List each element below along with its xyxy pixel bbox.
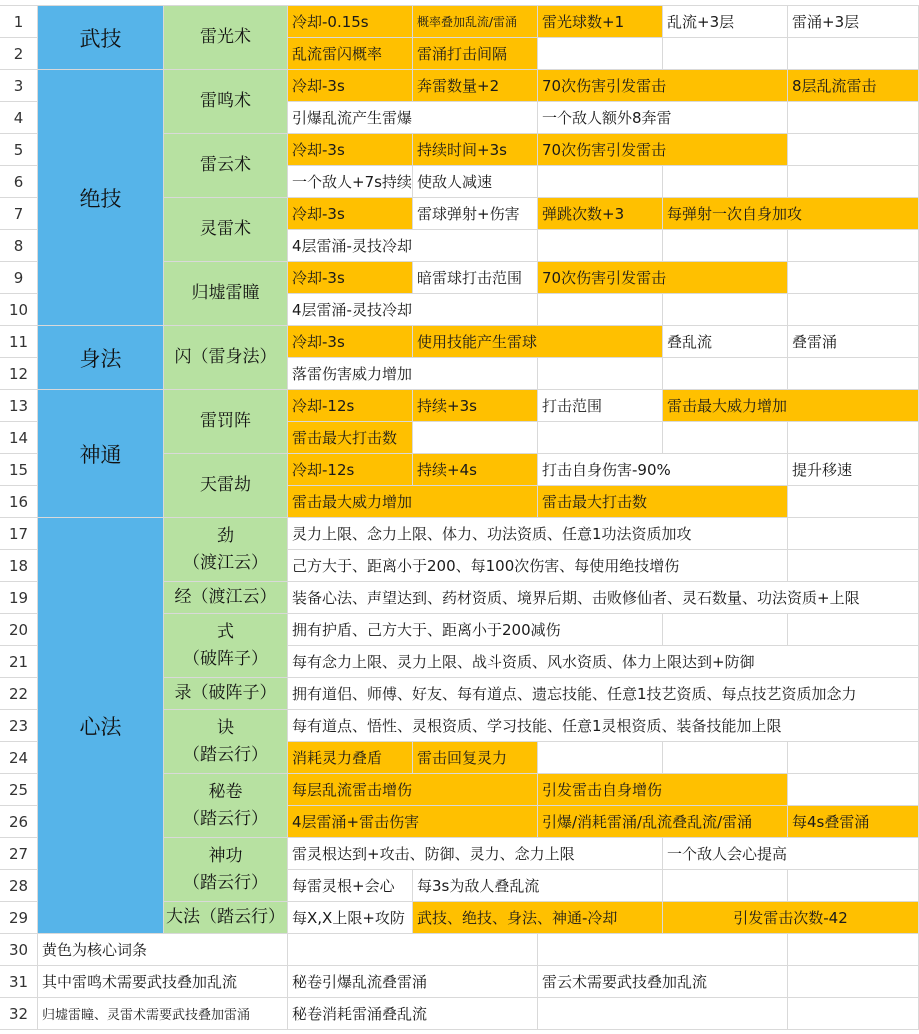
empty-cell-r6c4[interactable] xyxy=(663,166,788,198)
empty-cell-r14c3[interactable] xyxy=(538,422,663,454)
cell-r23c1[interactable]: 每有道点、悟性、灵根资质、学习技能、任意1灵根资质、装备技能加上限 xyxy=(288,710,919,742)
empty-cell-r32c3[interactable] xyxy=(538,998,788,1030)
empty-cell-r18c5[interactable] xyxy=(788,550,919,582)
row-number-20: 20 xyxy=(0,614,38,646)
skill-jin-line-1: 劲 xyxy=(217,525,234,546)
cell-r1c3[interactable]: 雷光球数+1 xyxy=(538,6,663,38)
category-jueji[interactable]: 绝技 xyxy=(38,70,164,326)
skill-shan[interactable] xyxy=(164,326,288,390)
skill-leifa[interactable] xyxy=(164,390,288,454)
note-mijuan-consume[interactable]: 秘卷消耗雷涌叠乱流 xyxy=(288,998,538,1030)
row-number-21: 21 xyxy=(0,646,38,678)
row-number-26: 26 xyxy=(0,806,38,838)
row-number-2: 2 xyxy=(0,38,38,70)
note-guixu-linglei-requirement[interactable]: 归墟雷瞳、灵雷术需要武技叠加雷涌 xyxy=(38,998,288,1030)
row-number-30: 30 xyxy=(0,934,38,966)
cell-r19c1[interactable]: 装备心法、声望达到、药材资质、境界后期、击败修仙者、灵石数量、功法资质+上限 xyxy=(288,582,919,614)
row-number-14: 14 xyxy=(0,422,38,454)
empty-cell-r14c2[interactable] xyxy=(413,422,538,454)
cell-r11c5[interactable]: 叠雷涌 xyxy=(788,326,919,358)
cell-r24c2[interactable]: 雷击回复灵力 xyxy=(413,742,538,774)
skill-tianlei-line-1: 天雷劫 xyxy=(200,475,251,495)
empty-cell-r10c4[interactable] xyxy=(663,294,788,326)
row-number-4: 4 xyxy=(0,102,38,134)
empty-cell-r30c5[interactable] xyxy=(788,934,919,966)
skill-leiguang-line-1: 雷光术 xyxy=(200,27,251,47)
cell-r7c2[interactable]: 雷球弹射+伤害 xyxy=(413,198,538,230)
cell-r1c2[interactable]: 概率叠加乱流/雷涌 xyxy=(413,6,538,38)
empty-cell-r12c4[interactable] xyxy=(663,358,788,390)
skill-guixu-line-1: 归墟雷瞳 xyxy=(191,283,260,303)
empty-cell-r31c5[interactable] xyxy=(788,966,919,998)
skill-shan-line-1: 闪（雷身法） xyxy=(174,347,277,367)
empty-cell-r12c3[interactable] xyxy=(538,358,663,390)
row-number-27: 27 xyxy=(0,838,38,870)
note-core-yellow[interactable]: 黄色为核心词条 xyxy=(38,934,288,966)
skill-shengong[interactable] xyxy=(164,838,288,902)
empty-cell-r2c4[interactable] xyxy=(663,38,788,70)
cell-r4c1[interactable]: 引爆乱流产生雷爆 xyxy=(288,102,538,134)
cell-r28c1[interactable]: 每雷灵根+会心 xyxy=(288,870,413,902)
empty-cell-r8c5[interactable] xyxy=(788,230,919,262)
cell-r27c4[interactable]: 一个敌人会心提高 xyxy=(663,838,919,870)
empty-cell-r10c5[interactable] xyxy=(788,294,919,326)
cell-r13c2[interactable]: 持续+3s xyxy=(413,390,538,422)
cell-r13c3[interactable]: 打击范围 xyxy=(538,390,663,422)
category-shentong[interactable]: 神通 xyxy=(38,390,164,518)
empty-cell-r4c5[interactable] xyxy=(788,102,919,134)
cell-r9c2[interactable]: 暗雷球打击范围 xyxy=(413,262,538,294)
row-number-23: 23 xyxy=(0,710,38,742)
cell-r4c3[interactable]: 一个敌人额外8奔雷 xyxy=(538,102,788,134)
cell-r7c3[interactable]: 弹跳次数+3 xyxy=(538,198,663,230)
row-number-32: 32 xyxy=(0,998,38,1030)
row-number-7: 7 xyxy=(0,198,38,230)
empty-cell-r20c5[interactable] xyxy=(788,614,919,646)
empty-cell-r2c3[interactable] xyxy=(538,38,663,70)
row-number-1: 1 xyxy=(0,6,38,38)
cell-r2c2[interactable]: 雷涌打击间隔 xyxy=(413,38,538,70)
skill-lu[interactable] xyxy=(164,678,288,710)
cell-r17c1[interactable]: 灵力上限、念力上限、体力、功法资质、任意1功法资质加攻 xyxy=(288,518,788,550)
cell-r20c1[interactable]: 拥有护盾、己方大于、距离小于200减伤 xyxy=(288,614,663,646)
empty-cell-r14c5[interactable] xyxy=(788,422,919,454)
cell-r6c1[interactable]: 一个敌人+7s持续 xyxy=(288,166,413,198)
row-number-16: 16 xyxy=(0,486,38,518)
row-number-12: 12 xyxy=(0,358,38,390)
empty-cell-r32c5[interactable] xyxy=(788,998,919,1030)
empty-cell-r30c3[interactable] xyxy=(538,934,788,966)
cell-r15c1[interactable]: 冷却-12s xyxy=(288,454,413,486)
cell-r15c2[interactable]: 持续+4s xyxy=(413,454,538,486)
empty-cell-r28c5[interactable] xyxy=(788,870,919,902)
cell-r29c1[interactable]: 每X,X上限+攻防 xyxy=(288,902,413,934)
skill-leiguang[interactable] xyxy=(164,6,288,70)
cell-r21c1[interactable]: 每有念力上限、灵力上限、战斗资质、风水资质、体力上限达到+防御 xyxy=(288,646,919,678)
empty-cell-r6c3[interactable] xyxy=(538,166,663,198)
note-mijuan-detonate[interactable]: 秘卷引爆乱流叠雷涌 xyxy=(288,966,538,998)
skill-leiming-line-1: 雷鸣术 xyxy=(200,91,251,111)
skill-jing[interactable] xyxy=(164,582,288,614)
cell-r15c5[interactable]: 提升移速 xyxy=(788,454,919,486)
cell-r7c4[interactable]: 每弹射一次自身加攻 xyxy=(663,198,919,230)
cell-r3c2[interactable]: 奔雷数量+2 xyxy=(413,70,538,102)
skill-dafa[interactable] xyxy=(164,902,288,934)
skill-dafa-line-1: 大法（踏云行） xyxy=(166,907,285,927)
empty-cell-r16c5[interactable] xyxy=(788,486,919,518)
row-number-19: 19 xyxy=(0,582,38,614)
row-number-9: 9 xyxy=(0,262,38,294)
row-number-25: 25 xyxy=(0,774,38,806)
cell-r5c1[interactable]: 冷却-3s xyxy=(288,134,413,166)
row-number-15: 15 xyxy=(0,454,38,486)
cell-r3c3[interactable]: 70次伤害引发雷击 xyxy=(538,70,788,102)
row-number-24: 24 xyxy=(0,742,38,774)
cell-r29c2[interactable]: 武技、绝技、身法、神通-冷却 xyxy=(413,902,663,934)
cell-r22c1[interactable]: 拥有道侣、师傅、好友、每有道点、遗忘技能、任意1技艺资质、每点技艺资质加念力 xyxy=(288,678,919,710)
cell-r15c3[interactable]: 打击自身伤害-90% xyxy=(538,454,788,486)
category-shenfa[interactable]: 身法 xyxy=(38,326,164,390)
cell-r18c1[interactable]: 己方大于、距离小于200、每100次伤害、每使用绝技增伤 xyxy=(288,550,788,582)
cell-r11c1[interactable]: 冷却-3s xyxy=(288,326,413,358)
empty-cell-r8c4[interactable] xyxy=(663,230,788,262)
cell-r8c1[interactable]: 4层雷涌-灵技冷却 xyxy=(288,230,538,262)
row-number-11: 11 xyxy=(0,326,38,358)
cell-r13c4[interactable]: 雷击最大威力增加 xyxy=(663,390,919,422)
skill-lu-line-1: 录（破阵子） xyxy=(174,683,277,703)
skill-shengong-line-1: 神功 xyxy=(208,845,243,866)
cell-r1c1[interactable]: 冷却-0.15s xyxy=(288,6,413,38)
cell-r3c1[interactable]: 冷却-3s xyxy=(288,70,413,102)
cell-r3c5[interactable]: 8层乱流雷击 xyxy=(788,70,919,102)
skill-jue-line-1: 诀 xyxy=(217,717,234,738)
cell-r5c2[interactable]: 持续时间+3s xyxy=(413,134,538,166)
cell-r1c5[interactable]: 雷涌+3层 xyxy=(788,6,919,38)
cell-r1c4[interactable]: 乱流+3层 xyxy=(663,6,788,38)
cell-r14c1[interactable]: 雷击最大打击数 xyxy=(288,422,413,454)
skill-guixu[interactable] xyxy=(164,262,288,326)
empty-cell-r24c5[interactable] xyxy=(788,742,919,774)
row-number-3: 3 xyxy=(0,70,38,102)
cell-r13c1[interactable]: 冷却-12s xyxy=(288,390,413,422)
skill-mijuan-line-2: （踏云行） xyxy=(183,808,268,829)
empty-cell-r5c5[interactable] xyxy=(788,134,919,166)
skill-jin[interactable] xyxy=(164,518,288,582)
cell-r9c3[interactable]: 70次伤害引发雷击 xyxy=(538,262,788,294)
row-number-18: 18 xyxy=(0,550,38,582)
row-number-5: 5 xyxy=(0,134,38,166)
note-leiyun-requirement[interactable]: 雷云术需要武技叠加乱流 xyxy=(538,966,788,998)
cell-r26c3[interactable]: 引爆/消耗雷涌/乱流叠乱流/雷涌 xyxy=(538,806,788,838)
empty-cell-r24c3[interactable] xyxy=(538,742,663,774)
empty-cell-r6c5[interactable] xyxy=(788,166,919,198)
skill-tianlei[interactable] xyxy=(164,454,288,518)
row-number-22: 22 xyxy=(0,678,38,710)
row-number-17: 17 xyxy=(0,518,38,550)
cell-r24c1[interactable]: 消耗灵力叠盾 xyxy=(288,742,413,774)
cell-r11c2[interactable]: 使用技能产生雷球 xyxy=(413,326,663,358)
empty-cell-r2c5[interactable] xyxy=(788,38,919,70)
empty-cell-r17c5[interactable] xyxy=(788,518,919,550)
note-leiming-requirement[interactable]: 其中雷鸣术需要武技叠加乱流 xyxy=(38,966,288,998)
empty-cell-r14c4[interactable] xyxy=(663,422,788,454)
empty-cell-r12c5[interactable] xyxy=(788,358,919,390)
cell-r16c1[interactable]: 雷击最大威力增加 xyxy=(288,486,538,518)
empty-cell-r24c4[interactable] xyxy=(663,742,788,774)
cell-r25c3[interactable]: 引发雷击自身增伤 xyxy=(538,774,788,806)
skill-jue-line-2: （踏云行） xyxy=(183,744,268,765)
row-number-13: 13 xyxy=(0,390,38,422)
row-number-6: 6 xyxy=(0,166,38,198)
empty-cell-r8c3[interactable] xyxy=(538,230,663,262)
row-number-28: 28 xyxy=(0,870,38,902)
cell-r12c1[interactable]: 落雷伤害威力增加 xyxy=(288,358,538,390)
category-xinfa[interactable]: 心法 xyxy=(38,518,164,934)
cell-r6c2[interactable]: 使敌人减速 xyxy=(413,166,538,198)
cell-r29c4[interactable]: 引发雷击次数-42 xyxy=(663,902,919,934)
skill-shi-line-1: 式 xyxy=(217,621,234,642)
cell-r5c3[interactable]: 70次伤害引发雷击 xyxy=(538,134,788,166)
cell-r7c1[interactable]: 冷却-3s xyxy=(288,198,413,230)
empty-cell-r9c5[interactable] xyxy=(788,262,919,294)
skill-linglei-line-1: 灵雷术 xyxy=(200,219,251,239)
cell-r16c3[interactable]: 雷击最大打击数 xyxy=(538,486,788,518)
skill-shi[interactable] xyxy=(164,614,288,678)
cell-r2c1[interactable]: 乱流雷闪概率 xyxy=(288,38,413,70)
skill-jin-line-2: （渡江云） xyxy=(183,552,268,573)
row-number-10: 10 xyxy=(0,294,38,326)
row-number-8: 8 xyxy=(0,230,38,262)
cell-r9c1[interactable]: 冷却-3s xyxy=(288,262,413,294)
cell-r26c5[interactable]: 每4s叠雷涌 xyxy=(788,806,919,838)
skill-leiyun-line-1: 雷云术 xyxy=(200,155,251,175)
empty-cell-r25c5[interactable] xyxy=(788,774,919,806)
skill-leifa-line-1: 雷罚阵 xyxy=(200,411,251,431)
empty-cell-r28c4[interactable] xyxy=(663,870,788,902)
skill-jue[interactable] xyxy=(164,710,288,774)
cell-r26c1[interactable]: 4层雷涌+雷击伤害 xyxy=(288,806,538,838)
empty-cell-r10c3[interactable] xyxy=(538,294,663,326)
skill-linglei[interactable] xyxy=(164,198,288,262)
category-wuji[interactable]: 武技 xyxy=(38,6,164,70)
cell-r10c1[interactable]: 4层雷涌-灵技冷却 xyxy=(288,294,538,326)
cell-r27c1[interactable]: 雷灵根达到+攻击、防御、灵力、念力上限 xyxy=(288,838,663,870)
cell-r28c2[interactable]: 每3s为敌人叠乱流 xyxy=(413,870,663,902)
skill-shi-line-2: （破阵子） xyxy=(183,648,268,669)
empty-cell-r20c4[interactable] xyxy=(663,614,788,646)
skill-jing-line-1: 经（渡江云） xyxy=(174,587,277,607)
cell-r11c4[interactable]: 叠乱流 xyxy=(663,326,788,358)
row-number-29: 29 xyxy=(0,902,38,934)
skill-mijuan[interactable] xyxy=(164,774,288,838)
skill-mijuan-line-1: 秘卷 xyxy=(208,781,243,802)
row-number-31: 31 xyxy=(0,966,38,998)
skill-leiyun[interactable] xyxy=(164,134,288,198)
empty-cell-r30c1[interactable] xyxy=(288,934,538,966)
skill-shengong-line-2: （踏云行） xyxy=(183,872,268,893)
skill-leiming[interactable] xyxy=(164,70,288,134)
cell-r25c1[interactable]: 每层乱流雷击增伤 xyxy=(288,774,538,806)
